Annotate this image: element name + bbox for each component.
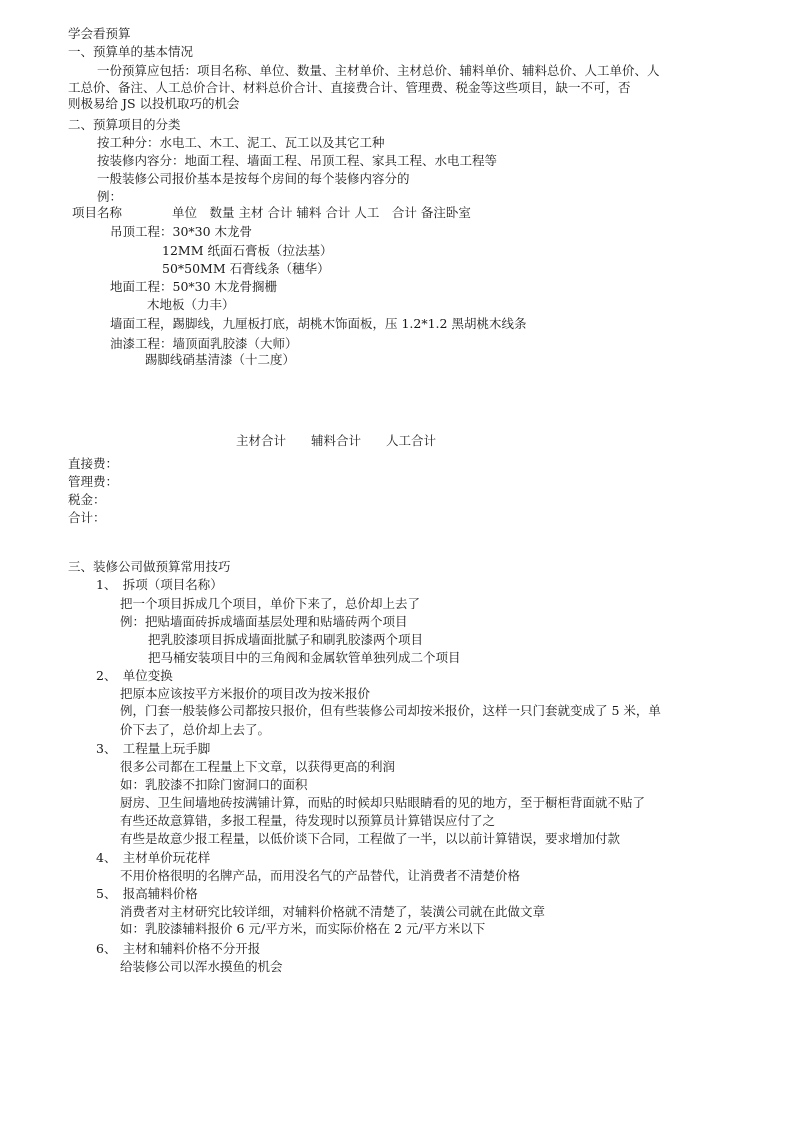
- total-label: 合计：: [68, 510, 106, 525]
- tip-2-line: 例，门套一般装修公司都按只报价，但有些装修公司却按米报价，这样一只门套就变成了 5 米，单: [120, 703, 661, 718]
- section1-heading: 一、预算单的基本情况: [68, 44, 194, 59]
- paint-item-2: 踢脚线硝基清漆（十二度）: [145, 352, 296, 367]
- tip-1-line: 把马桶安装项目中的三角阀和金属软管单独列成二个项目: [148, 650, 461, 665]
- tip-3-line: 有些还故意算错，多报工程量，待发现时以预算员计算错误应付了之: [120, 813, 496, 828]
- tip-1-line: 把乳胶漆项目拆成墙面批腻子和刷乳胶漆两个项目: [148, 632, 424, 647]
- direct-cost-label: 直接费：: [68, 456, 119, 471]
- tip-3-line: 如：乳胶漆不扣除门窗洞口的面积: [120, 777, 308, 792]
- section2-by-trade: 按工种分：水电工、木工、泥工、瓦工以及其它工种: [97, 135, 385, 150]
- tip-1-line: 把一个项目拆成几个项目，单价下来了，总价却上去了: [120, 596, 421, 611]
- paint-item-1: 油漆工程：墙顶面乳胶漆（大师）: [110, 336, 298, 351]
- section2-example-label: 例：: [97, 189, 123, 204]
- tip-2-line: 把原本应该按平方米报价的项目改为按米报价: [120, 686, 371, 701]
- management-fee-label: 管理费：: [68, 474, 119, 489]
- ceiling-item-3: 50*50MM 石膏线条（穗华）: [162, 261, 330, 276]
- wall-item-1: 墙面工程，踢脚线，九厘板打底，胡桃木饰面板，压 1.2*1.2 黑胡桃木线条: [110, 316, 527, 331]
- example-table-header: 项目名称 单位 数量 主材 合计 辅料 合计 人工 合计 备注卧室: [72, 205, 471, 220]
- tip-4-line: 不用价格很明的名牌产品，而用没名气的产品替代，让消费者不清楚价格: [120, 868, 521, 883]
- ceiling-item-1: 吊顶工程：30*30 木龙骨: [110, 224, 253, 239]
- tip-6-line: 给装修公司以浑水摸鱼的机会: [120, 959, 283, 974]
- tax-label: 税金：: [68, 492, 106, 507]
- tip-6-title: 6、 主材和辅料价格不分开报: [96, 941, 261, 956]
- tip-2-line: 价下去了，总价却上去了。: [120, 722, 271, 737]
- section2-general-note: 一般装修公司报价基本是按每个房间的每个装修内容分的: [97, 171, 410, 186]
- tip-2-title: 2、 单位变换: [96, 668, 173, 683]
- floor-item-1: 地面工程：50*30 木龙骨搁栅: [110, 279, 278, 294]
- tip-1-title: 1、 拆项（项目名称）: [96, 577, 223, 592]
- tip-5-line: 如：乳胶漆辅料报价 6 元/平方米，而实际价格在 2 元/平方米以下: [120, 921, 486, 936]
- tip-3-title: 3、 工程量上玩手脚: [96, 741, 211, 756]
- section3-heading: 三、装修公司做预算常用技巧: [68, 559, 231, 574]
- section1-para-line3: 则极易给 JS 以投机取巧的机会: [68, 96, 240, 111]
- totals-row: 主材合计 辅料合计 人工合计: [236, 433, 437, 448]
- tip-3-line: 有些是故意少报工程量，以低价谈下合同，工程做了一半，以以前计算错误，要求增加付款: [120, 831, 621, 846]
- ceiling-item-2: 12MM 纸面石膏板（拉法基）: [162, 243, 333, 258]
- floor-item-2: 木地板（力丰）: [147, 297, 235, 312]
- tip-3-line: 厨房、卫生间墙地砖按满铺计算，而贴的时候却只贴眼睛看的见的地方，至于橱柜背面就不贴了: [120, 795, 646, 810]
- tip-3-line: 很多公司都在工程量上下文章，以获得更高的利润: [120, 759, 396, 774]
- tip-5-line: 消费者对主材研究比较详细，对辅料价格就不清楚了，装潢公司就在此做文章: [120, 904, 546, 919]
- section1-para-line1: 一份预算应包括：项目名称、单位、数量、主材单价、主材总价、辅料单价、辅料总价、人工单价、人: [97, 63, 660, 78]
- section2-by-content: 按装修内容分：地面工程、墙面工程、吊顶工程、家具工程、水电工程等: [97, 153, 498, 168]
- section2-heading: 二、预算项目的分类: [68, 117, 181, 132]
- section1-para-line2: 工总价、备注、人工总价合计、材料总价合计、直接费合计、管理费、税金等这些项目，缺一不可，否: [68, 80, 631, 95]
- doc-title: 学会看预算: [68, 26, 131, 41]
- tip-5-title: 5、 报高辅料价格: [96, 886, 198, 901]
- tip-4-title: 4、 主材单价玩花样: [96, 850, 211, 865]
- tip-1-line: 例：把贴墙面砖拆成墙面基层处理和贴墙砖两个项目: [120, 614, 408, 629]
